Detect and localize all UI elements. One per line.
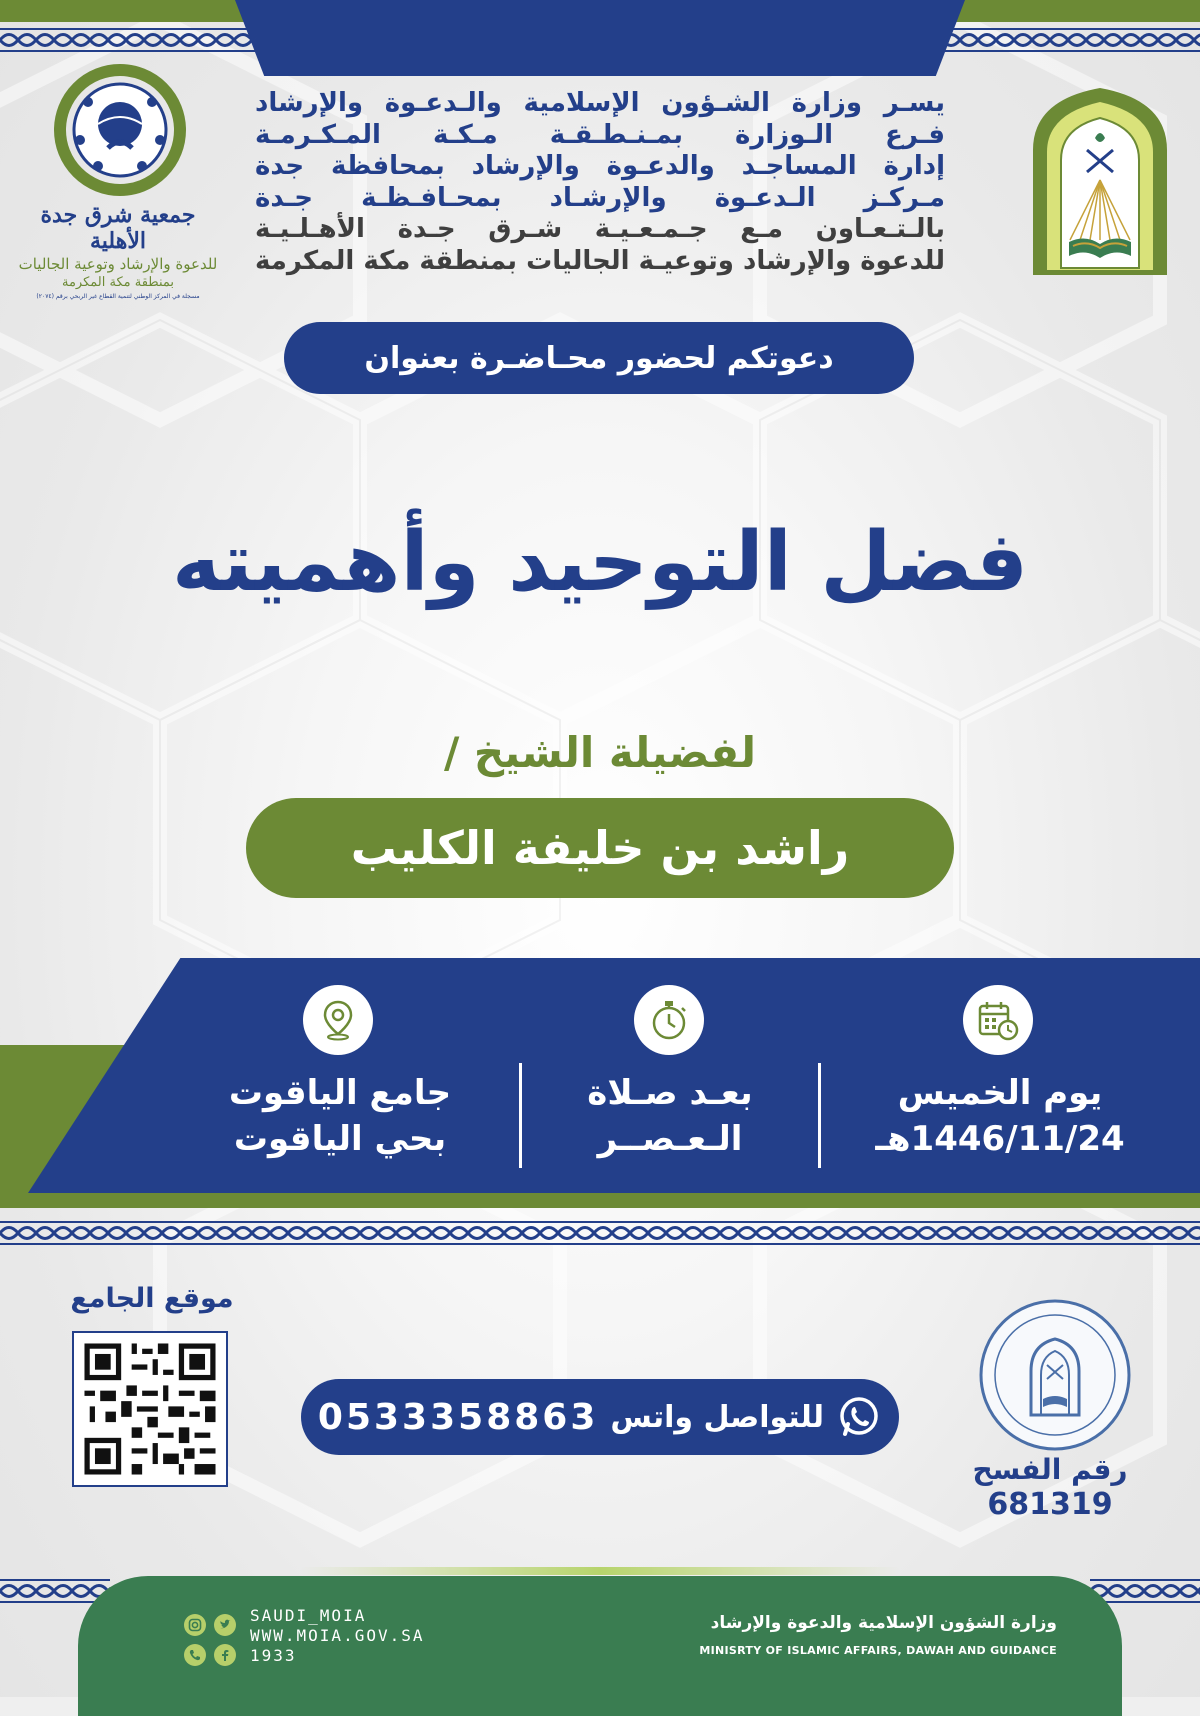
footer-handle[interactable]: SAUDI_MOIA — [250, 1606, 367, 1625]
association-name: جمعية شرق جدة الأهلية — [40, 202, 196, 254]
ministry-arch-logo — [1025, 80, 1175, 280]
footer-ministry-english: MINISRTY OF ISLAMIC AFFAIRS, DAWAH AND GUIDANCE — [699, 1644, 1057, 1657]
sheikh-label: لفضيلة الشيخ / — [443, 728, 757, 777]
contact-label: للتواصل واتس — [610, 1399, 825, 1435]
braid-border-top-right — [942, 27, 1200, 53]
footer-ministry-arabic: وزارة الشؤون الإسلامية والدعوة والإرشاد — [710, 1613, 1057, 1633]
time-line-1: بعـد صـلاة — [587, 1073, 753, 1113]
association-logo — [18, 62, 218, 300]
contact-number: 0533358863 — [317, 1396, 599, 1438]
braid-border-top-left — [0, 27, 258, 53]
sheikh-name: راشد بن خليفة الكليب — [350, 821, 850, 875]
place-line-1: جامع الياقوت — [228, 1073, 452, 1113]
twitter-icon[interactable] — [214, 1614, 236, 1636]
top-green-bar-right — [955, 0, 1200, 22]
header-line-2: فـرع الـوزارة بمـنـطـقـة مـكـة المـكـرمـة — [255, 119, 945, 150]
braid-border-bottom-right — [1090, 1578, 1200, 1604]
qr-code-icon — [74, 1333, 226, 1485]
instagram-icon[interactable] — [184, 1614, 206, 1636]
top-blue-banner — [235, 0, 965, 76]
header-line-6: للدعوة والإرشاد وتوعيـة الجاليات بمنطقة مكة المكرمة — [255, 245, 945, 276]
mosque-location-qr-code[interactable] — [72, 1331, 228, 1487]
association-emblem — [18, 62, 218, 202]
footer-website[interactable]: WWW.MOIA.GOV.SA — [250, 1626, 425, 1645]
whatsapp-icon — [836, 1394, 882, 1440]
social-icons — [184, 1614, 236, 1666]
invite-label: دعوتكم لحضور محـاضـرة بعنوان — [364, 340, 834, 376]
qr-label: موقع الجامع — [70, 1283, 234, 1314]
time-info — [530, 1070, 810, 1162]
footer-links — [250, 1606, 425, 1666]
header-line-1: يسـر وزارة الشـؤون الإسلامية والـدعـوة والإرشاد — [255, 88, 945, 118]
time-line-2: الـعـصــر — [597, 1119, 743, 1159]
association-registration: مسجلة في المركز الوطني لتنمية القطاع غير الربحي برقم (٢٠٧٤) — [36, 293, 200, 300]
place-info — [200, 1070, 480, 1162]
footer-glow — [300, 1567, 900, 1575]
header-text-block — [255, 88, 945, 277]
braid-border-middle — [0, 1220, 1200, 1246]
top-green-bar-left — [0, 0, 245, 22]
whatsapp-contact-pill[interactable] — [301, 1379, 899, 1455]
date-value: 1446/11/24هـ — [875, 1119, 1125, 1159]
phone-icon[interactable] — [184, 1644, 206, 1666]
facebook-icon[interactable] — [214, 1644, 236, 1666]
place-line-2: بحي الياقوت — [233, 1119, 447, 1159]
info-divider-right — [818, 1063, 821, 1168]
association-region: بمنطقة مكة المكرمة — [61, 275, 175, 290]
sheikh-name-pill — [246, 798, 954, 898]
info-band-bottom-strip — [0, 1193, 1200, 1208]
header-line-4: مـركـز الـدعـوة والإرشـاد بمحـافـظـة جـدة — [255, 182, 945, 213]
footer-phone[interactable]: 1933 — [250, 1646, 297, 1665]
header-line-3: إدارة المساجـد والدعـوة والإرشاد بمحافظة جدة — [255, 151, 945, 181]
licence-label: رقم الفسح — [972, 1453, 1128, 1486]
invite-pill — [284, 322, 914, 394]
location-pin-icon — [303, 985, 373, 1055]
licence-number: 681319 — [987, 1487, 1113, 1522]
info-divider-left — [519, 1063, 522, 1168]
association-subtitle: للدعوة والإرشاد وتوعية الجاليات — [18, 255, 218, 273]
stopwatch-icon — [634, 985, 704, 1055]
licence-stamp-icon — [975, 1295, 1135, 1455]
lecture-title: فضل التوحيد وأهميته — [171, 515, 1029, 610]
header-line-5: بالـتـعـاون مـع جـمـعـيـة شـرق جـدة الأهـلـيـة — [255, 214, 945, 244]
calendar-clock-icon — [963, 985, 1033, 1055]
date-day: يوم الخميس — [897, 1073, 1103, 1113]
date-info — [860, 1070, 1140, 1162]
